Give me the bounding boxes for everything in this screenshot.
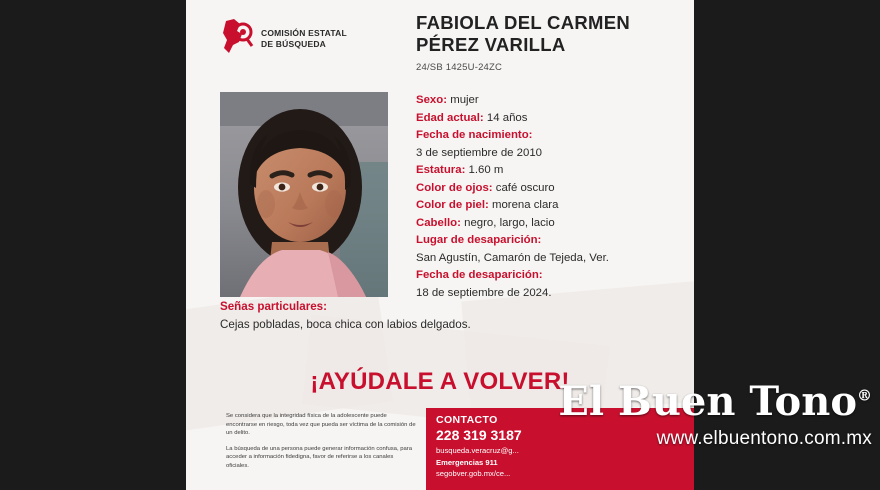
detail-row	[416, 197, 688, 215]
organization-name-line2: DE BÚSQUEDA	[261, 39, 327, 49]
person-details-list	[416, 92, 688, 302]
person-name-line1: FABIOLA DEL CARMEN	[416, 12, 631, 33]
legal-paragraph-1: Se considera que la integridad física de la adolescente puede encontrarse en riesgo, toda vez que pueda ser víctima de la comisión de un delito.	[226, 413, 416, 437]
case-id: 24/SB 1425U-24ZC	[416, 62, 503, 74]
person-name-block	[416, 12, 684, 73]
detail-value: 18 de septiembre de 2024.	[416, 286, 552, 299]
detail-row	[416, 215, 688, 233]
detail-row	[416, 232, 688, 267]
contact-phone[interactable]: 228 319 3187	[436, 427, 522, 443]
detail-value: café oscuro	[495, 181, 555, 194]
detail-label: Lugar de desaparición:	[416, 234, 542, 246]
person-photo	[220, 92, 388, 297]
contact-email[interactable]: busqueda.veracruz@g...	[436, 446, 519, 455]
detail-value: San Agustín, Camarón de Tejeda, Ver.	[416, 251, 609, 264]
detail-row	[416, 162, 688, 180]
detail-label: Fecha de nacimiento:	[416, 129, 533, 141]
marks-label: Señas particulares:	[220, 300, 327, 313]
legal-paragraph-2: La búsqueda de una persona puede generar información confusa, para acceder a información fidedigna, favor de referirse a los canales oficiales.	[226, 445, 413, 469]
detail-label: Color de piel:	[416, 199, 489, 211]
search-map-icon	[220, 18, 254, 60]
person-name-line2: PÉREZ VARILLA	[416, 34, 566, 56]
detail-value: 1.60 m	[468, 164, 504, 176]
detail-row	[416, 267, 688, 302]
distinguishing-marks	[220, 300, 680, 331]
detail-value: negro, largo, lacio	[464, 216, 555, 229]
contact-website[interactable]: segobver.gob.mx/ce...	[436, 469, 511, 478]
detail-value: morena clara	[491, 199, 559, 211]
organization-name	[261, 28, 347, 49]
detail-value: mujer	[450, 94, 479, 106]
detail-value: 3 de septiembre de 2010	[416, 146, 543, 159]
detail-label: Edad actual:	[416, 111, 484, 124]
detail-value: 14 años	[486, 111, 528, 124]
detail-row	[416, 92, 688, 110]
detail-row	[416, 180, 688, 198]
detail-row	[416, 127, 688, 162]
site-url: www.elbuentono.com.mx	[656, 428, 872, 449]
organization-logo	[220, 18, 347, 60]
right-gutter	[694, 0, 880, 490]
poster-slogan: ¡AYÚDALE A VOLVER!	[310, 368, 570, 395]
registered-mark: ®	[857, 386, 872, 405]
brand-name: El Buen Tono	[558, 378, 857, 425]
left-gutter	[0, 0, 186, 490]
legal-disclaimer	[226, 412, 416, 471]
poster-footer	[186, 404, 694, 490]
detail-label: Estatura:	[416, 164, 466, 176]
detail-label: Cabello:	[416, 216, 461, 229]
detail-label: Sexo:	[416, 94, 448, 106]
detail-row	[416, 110, 688, 128]
contact-panel	[426, 408, 694, 490]
detail-label: Color de ojos:	[416, 181, 493, 194]
poster-header	[186, 0, 694, 86]
detail-label: Fecha de desaparición:	[416, 269, 543, 281]
organization-name-line1: COMISIÓN ESTATAL	[261, 28, 347, 39]
marks-text: Cejas pobladas, boca chica con labios delgados.	[220, 318, 471, 331]
contact-title: CONTACTO	[436, 414, 498, 426]
missing-person-poster	[186, 0, 694, 490]
contact-emergency: Emergencias 911	[436, 458, 498, 467]
